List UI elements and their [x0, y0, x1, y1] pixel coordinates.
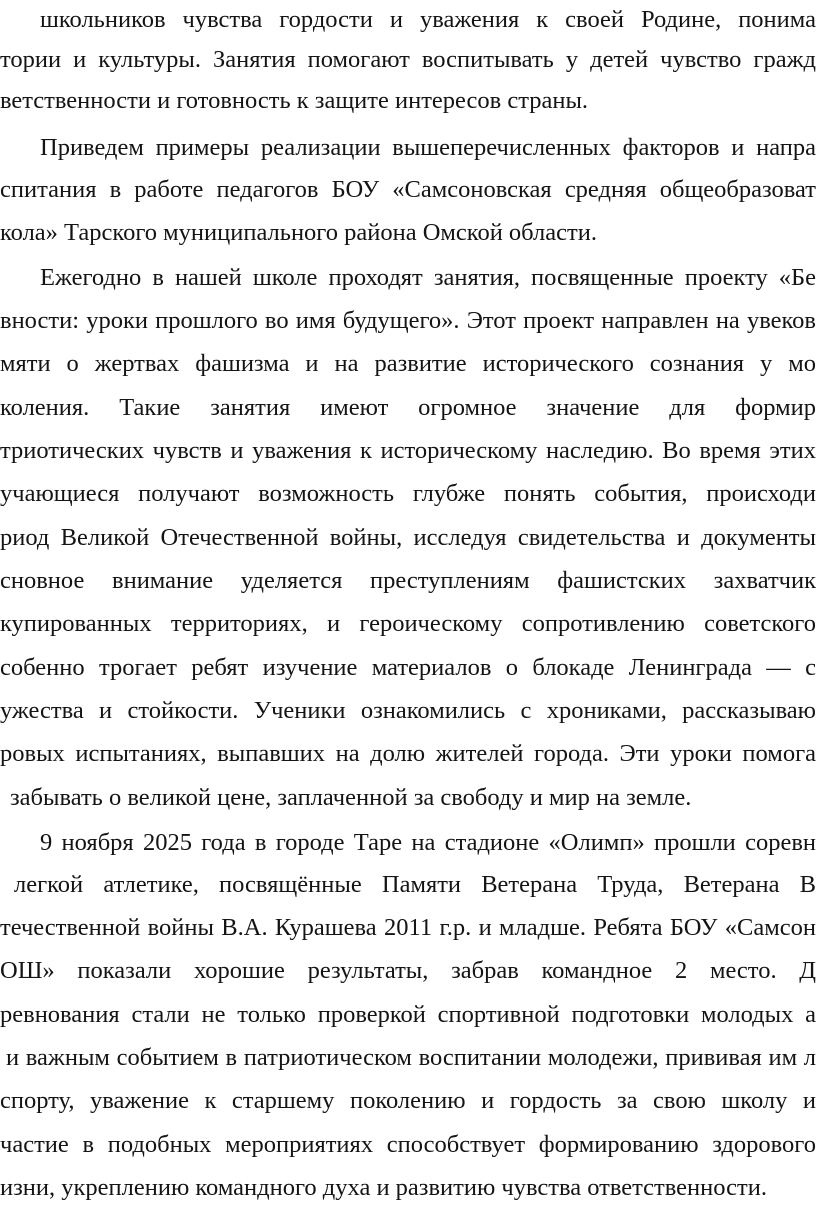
text-line-content: ужества и стойкости. Ученики ознакомились с хрониками, рассказываю: [0, 697, 816, 724]
text-line: [0, 128, 816, 168]
text-line-content: собенно трогает ребят изучение материалов о блокаде Ленинграда — с: [0, 654, 816, 681]
text-line-content: школьников чувства гордости и уважения к своей Родине, понима: [40, 6, 816, 33]
text-line: [0, 40, 816, 80]
text-line-content: Ежегодно в нашей школе проходят занятия, посвященные проекту «Бе: [40, 264, 816, 291]
text-line: [0, 258, 816, 298]
text-line-content: купированных территориях, и героическому сопротивлению советского: [0, 610, 816, 637]
text-line: [0, 81, 816, 121]
text-line-content: забывать о великой цене, заплаченной за свободу и мир на земле.: [10, 784, 692, 811]
text-line-content: Приведем примеры реализации вышеперечисленных факторов и напра: [40, 134, 816, 161]
text-line-content: и важным событием в патриотическом воспитании молодежи, прививая им л: [6, 1044, 816, 1071]
text-line: [0, 474, 816, 514]
text-line-content: вности: уроки прошлого во имя будущего». Этот проект направлен на увеков: [0, 307, 816, 334]
text-line-content: спорту, уважение к старшему поколению и гордость за свою школу и: [0, 1087, 816, 1114]
text-line-content: ОШ» показали хорошие результаты, забрав командное 2 место. Д: [0, 957, 816, 984]
text-line-content: ветственности и готовность к защите интересов страны.: [0, 87, 589, 114]
text-line: [0, 691, 816, 731]
text-line-content: сновное внимание уделяется преступлениям фашистских захватчик: [0, 567, 816, 594]
text-line-content: риод Великой Отечественной войны, исследуя свидетельства и документы: [0, 524, 816, 551]
text-line: [0, 1125, 816, 1165]
text-line: [0, 604, 816, 644]
text-line: [0, 951, 816, 991]
text-line-content: учающиеся получают возможность глубже понять события, происходи: [0, 480, 816, 507]
text-line: [0, 648, 816, 688]
text-line: [0, 734, 816, 774]
text-line: [0, 561, 816, 601]
text-line-content: коления. Такие занятия имеют огромное значение для формир: [0, 394, 816, 421]
text-line: [0, 1168, 816, 1208]
text-line: [0, 1081, 816, 1121]
text-line: [0, 1038, 816, 1078]
text-line-content: ревнования стали не только проверкой спортивной подготовки молодых а: [0, 1001, 816, 1028]
text-line: [0, 995, 816, 1035]
text-line: [0, 823, 816, 863]
text-line: [0, 170, 816, 210]
text-line-content: тории и культуры. Занятия помогают воспитывать у детей чувство гражд: [0, 46, 816, 73]
text-line-content: изни, укреплению командного духа и развитию чувства ответственности.: [0, 1174, 767, 1201]
text-line-content: кола» Тарского муниципального района Омской области.: [0, 219, 597, 246]
text-line: [0, 908, 816, 948]
text-line: [0, 301, 816, 341]
text-line: [0, 388, 816, 428]
text-line-content: триотических чувств и уважения к историческому наследию. Во время этих: [0, 437, 816, 464]
text-line-content: течественной войны В.А. Курашева 2011 г.р. и младше. Ребята БОУ «Самсон: [0, 914, 816, 941]
text-line: [0, 865, 816, 905]
text-line-content: спитания в работе педагогов БОУ «Самсоновская средняя общеобразоват: [0, 176, 816, 203]
text-line-content: частие в подобных мероприятиях способствует формированию здорового: [0, 1131, 816, 1158]
text-line: [0, 518, 816, 558]
text-line: [0, 344, 816, 384]
text-line-content: мяти о жертвах фашизма и на развитие исторического сознания у мо: [0, 350, 816, 377]
text-line: [0, 213, 816, 253]
text-line-content: легкой атлетике, посвящённые Памяти Ветерана Труда, Ветерана В: [14, 871, 816, 898]
text-line: [0, 778, 816, 818]
text-line-content: 9 ноября 2025 года в городе Таре на стадионе «Олимп» прошли соревн: [40, 829, 816, 856]
text-line-content: ровых испытаниях, выпавших на долю жителей города. Эти уроки помога: [0, 740, 816, 767]
text-line: [0, 0, 816, 40]
text-line: [0, 431, 816, 471]
